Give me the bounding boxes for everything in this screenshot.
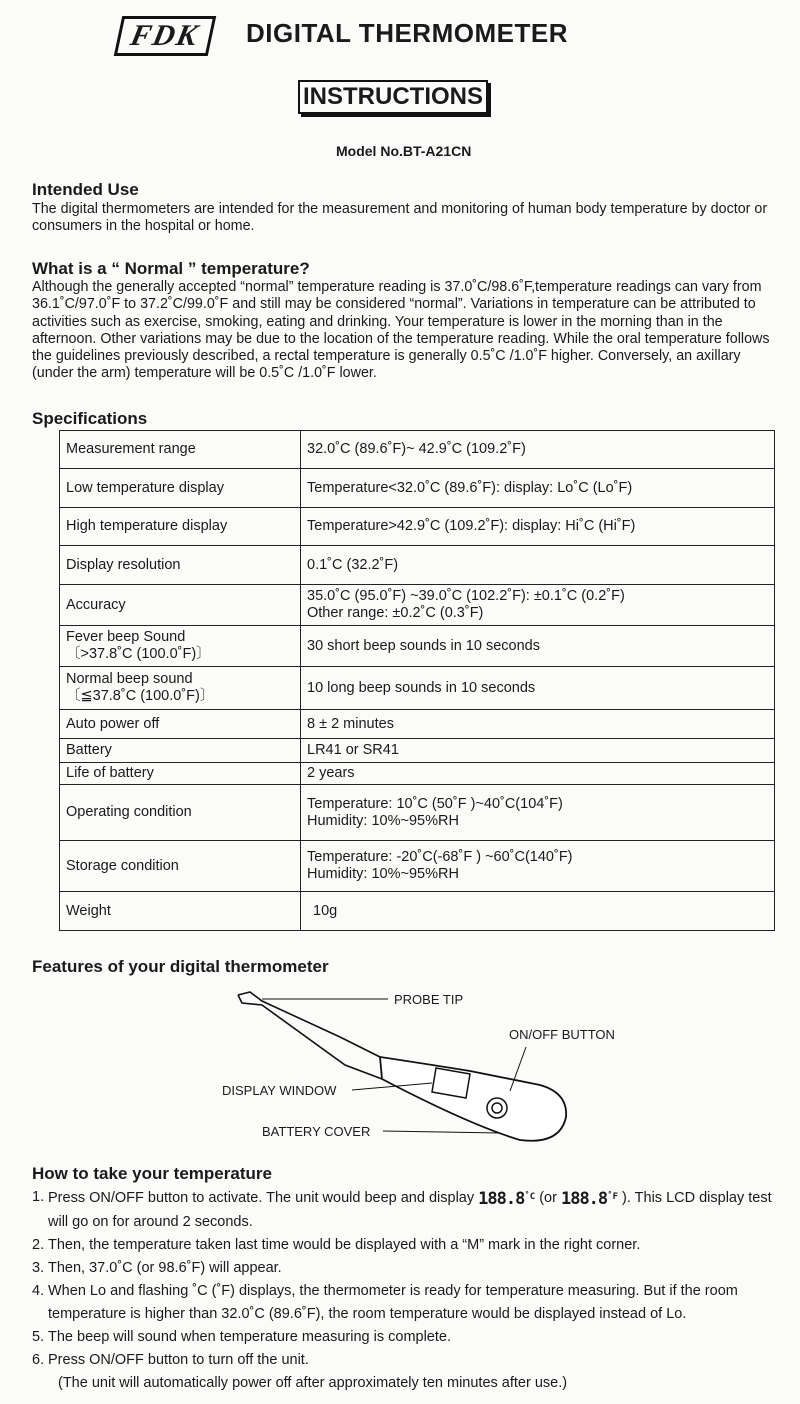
step-text: The beep will sound when temperature measuring is complete. — [48, 1329, 451, 1345]
spec-label: Weight — [60, 892, 301, 931]
step-number: 4. — [32, 1283, 45, 1299]
normal-temperature-heading: What is a “ Normal ” temperature? — [32, 259, 310, 278]
spec-value: 32.0˚C (89.6˚F)~ 42.9˚C (109.2˚F) — [301, 431, 775, 469]
spec-value: 10 long beep sounds in 10 seconds — [301, 667, 775, 710]
step-number: 3. — [32, 1260, 45, 1276]
spec-label-line: Fever beep Sound — [66, 629, 186, 645]
table-row — [60, 785, 775, 841]
spec-label-line: Normal beep sound — [66, 671, 193, 687]
brand-logo: FDK — [114, 16, 216, 56]
intended-use-heading: Intended Use — [32, 180, 139, 199]
spec-label: Auto power off — [60, 710, 301, 739]
spec-label: Low temperature display — [60, 469, 301, 508]
lcd-test-fahrenheit — [561, 1186, 618, 1211]
step-text: (or — [539, 1190, 557, 1206]
model-number: Model No.BT-A21CN — [336, 143, 472, 159]
probe-tip-label: PROBE TIP — [394, 992, 464, 1007]
specifications-table — [59, 430, 775, 931]
intended-use-text: The digital thermometers are intended for the measurement and monitoring of human body temperature by doctor or consumers in the hospital or home. — [32, 201, 768, 235]
spec-label: Life of battery — [60, 763, 301, 785]
spec-label: Measurement range — [60, 431, 301, 469]
spec-label: Storage condition — [60, 841, 301, 892]
step-text: When Lo and flashing ˚C (˚F) displays, the thermometer is ready for temperature measuring. But if the room temperature is higher than 32.0˚C (89.6˚F), the room temperature would be displayed instead of Lo. — [48, 1283, 738, 1322]
table-row — [60, 626, 775, 667]
spec-label-line: 〔≦37.8˚C (100.0˚F)〕 — [66, 688, 215, 704]
spec-value-line: Temperature: -20˚C(-68˚F ) ~60˚C(140˚F) — [307, 849, 573, 865]
spec-label: Operating condition — [60, 785, 301, 841]
probe-outline-top — [238, 992, 380, 1057]
table-row — [60, 585, 775, 626]
list-item — [32, 1186, 782, 1234]
table-row — [60, 841, 775, 892]
table-row — [60, 763, 775, 785]
step-text: Then, the temperature taken last time would be displayed with a “M” mark in the right corner. — [48, 1237, 641, 1253]
spec-label-line: 〔>37.8˚C (100.0˚F)〕 — [66, 646, 211, 662]
table-row — [60, 469, 775, 508]
table-row — [60, 710, 775, 739]
table-row — [60, 546, 775, 585]
thermometer-body — [380, 1057, 566, 1141]
step-text: ). This LCD display test will go on for around 2 seconds. — [48, 1190, 772, 1230]
spec-label: Display resolution — [60, 546, 301, 585]
lcd-test-celsius — [478, 1186, 535, 1211]
steps-list — [32, 1186, 782, 1395]
auto-off-note: (The unit will automatically power off after approximately ten minutes after use.) — [58, 1375, 568, 1391]
display-window-shape — [432, 1068, 470, 1098]
spec-label: Battery — [60, 739, 301, 763]
table-row — [60, 892, 775, 931]
spec-label: High temperature display — [60, 508, 301, 546]
step-number: 2. — [32, 1237, 45, 1253]
normal-temperature-text: Although the generally accepted “normal” temperature reading is 37.0˚C/98.6˚F,temperature readings can vary from 36.1˚C/97.0˚F to 37.2˚C/99.0˚F and still may be considered “normal”. Variations in temperature can be attributed to activities such as exercise, smoking, eating and drinking. Your temperature is lower in the morning than in the afternoon. Other variations may be due to the location of the temperature reading. While the oral temperature follows the guidelines previously described, a rectal temperature is generally 0.5˚C /1.0˚F higher. Conversely, an axillary (under the arm) temperature will be 0.5˚C /1.0˚F lower. — [32, 279, 770, 382]
list-item — [32, 1234, 782, 1257]
lcd-digits: 188.8 — [560, 1189, 608, 1209]
list-item — [32, 1257, 782, 1280]
step-text: Press ON/OFF button to activate. The unit would beep and display — [48, 1190, 475, 1206]
specifications-heading: Specifications — [32, 409, 148, 428]
table-row — [60, 431, 775, 469]
spec-value: 2 years — [301, 763, 775, 785]
features-heading: Features of your digital thermometer — [32, 957, 329, 976]
spec-value: 30 short beep sounds in 10 seconds — [301, 626, 775, 667]
spec-value — [301, 585, 775, 626]
spec-value: Temperature<32.0˚C (89.6˚F): display: Lo˚C (Lo˚F) — [301, 469, 775, 508]
spec-value: 8 ± 2 minutes — [301, 710, 775, 739]
spec-label: Accuracy — [60, 585, 301, 626]
on-off-button-label: ON/OFF BUTTON — [509, 1027, 615, 1042]
table-row — [60, 739, 775, 763]
lcd-unit: ˚C — [524, 1192, 536, 1202]
on-off-button-shape — [487, 1098, 507, 1118]
step-number: 5. — [32, 1329, 45, 1345]
list-item — [32, 1349, 782, 1372]
spec-value-line: 35.0˚C (95.0˚F) ~39.0˚C (102.2˚F): ±0.1˚C (0.2˚F) — [307, 588, 625, 604]
spec-label — [60, 667, 301, 710]
battery-cover-label: BATTERY COVER — [262, 1124, 371, 1139]
step-text: Then, 37.0˚C (or 98.6˚F) will appear. — [48, 1260, 282, 1276]
spec-value-line: Humidity: 10%~95%RH — [307, 812, 459, 829]
table-row — [60, 667, 775, 710]
step-number: 1. — [32, 1189, 45, 1205]
list-item — [32, 1280, 782, 1326]
document-title: DIGITAL THERMOMETER — [246, 18, 568, 48]
step-number: 6. — [32, 1352, 45, 1368]
battery-cover-leader — [383, 1131, 500, 1133]
spec-value — [301, 785, 775, 841]
instructions-heading: INSTRUCTIONS — [298, 80, 488, 114]
table-row — [60, 508, 775, 546]
spec-value-line: Temperature: 10˚C (50˚F )~40˚C(104˚F) — [307, 795, 563, 812]
spec-value: 0.1˚C (32.2˚F) — [301, 546, 775, 585]
thermometer-diagram — [0, 975, 800, 1150]
lcd-unit: ˚F — [607, 1192, 618, 1202]
spec-label — [60, 626, 301, 667]
how-to-heading: How to take your temperature — [32, 1164, 272, 1183]
spec-value — [301, 841, 775, 892]
spec-value: LR41 or SR41 — [301, 739, 775, 763]
display-window-label: DISPLAY WINDOW — [222, 1083, 337, 1098]
spec-value: Temperature>42.9˚C (109.2˚F): display: Hi˚C (Hi˚F) — [301, 508, 775, 546]
spec-value-line: Humidity: 10%~95%RH — [307, 866, 459, 882]
step-text: Press ON/OFF button to turn off the unit. — [48, 1352, 309, 1368]
lcd-digits: 188.8 — [478, 1189, 525, 1209]
probe-outline-bottom — [238, 995, 382, 1079]
spec-value: 10g — [301, 892, 775, 931]
spec-value-line: Other range: ±0.2˚C (0.3˚F) — [307, 605, 484, 621]
list-item — [32, 1326, 782, 1349]
